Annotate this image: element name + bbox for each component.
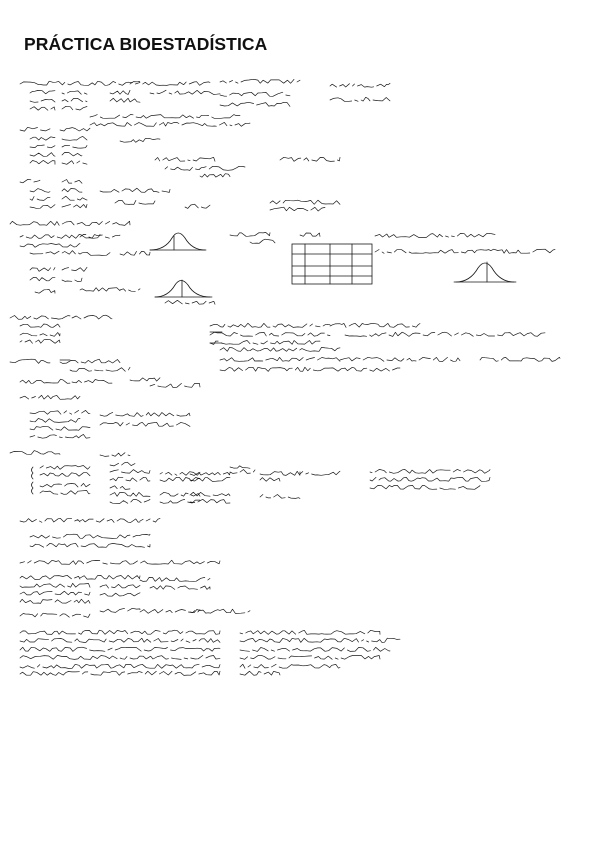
handwriting-line: [40, 466, 90, 470]
handwriting-line: [20, 630, 220, 634]
handwriting-line: [62, 106, 87, 110]
handwriting-line: [260, 471, 300, 475]
distribution-curve-2: [155, 281, 210, 298]
handwriting-line: [150, 383, 200, 387]
handwriting-line: [30, 418, 80, 422]
handwriting-line: [140, 518, 160, 522]
handwriting-line: [100, 584, 140, 588]
handwriting-line: [30, 145, 55, 148]
handwriting-line: [10, 451, 60, 455]
brace-1: [32, 467, 34, 479]
handwriting-line: [20, 655, 220, 659]
handwriting-line: [100, 608, 140, 612]
handwriting-line: [120, 251, 150, 255]
handwriting-line: [190, 492, 230, 496]
handwriting-line: [155, 157, 215, 161]
handwriting-line: [80, 288, 120, 291]
handwriting-line: [62, 205, 87, 208]
handwriting-line: [20, 518, 80, 522]
handwriting-line: [110, 492, 150, 496]
handwriting-line: [20, 591, 90, 595]
handwriting-line: [62, 91, 87, 94]
handwriting-line: [80, 519, 140, 523]
handwriting-line: [220, 367, 400, 371]
handwriting-line: [20, 81, 140, 85]
handwriting-line: [370, 485, 480, 489]
handwriting-line: [110, 486, 130, 490]
handwriting-line: [20, 333, 60, 337]
handwriting-line: [100, 412, 190, 416]
handwriting-line: [30, 543, 150, 547]
handwriting-line: [40, 483, 90, 487]
handwriting-line: [240, 638, 400, 642]
handwriting-line: [120, 138, 160, 142]
handwriting-line: [480, 357, 560, 361]
handwriting-line: [72, 380, 112, 384]
handwriting-line: [80, 252, 110, 255]
handwriting-line: [340, 357, 460, 361]
handwriting-line: [115, 200, 155, 204]
handwriting-line: [150, 90, 220, 94]
handwriting-line: [20, 575, 80, 579]
handwriting-line: [62, 98, 87, 102]
brace-2: [32, 482, 34, 494]
handwriting-line: [110, 462, 135, 466]
handwriting-line: [30, 426, 90, 430]
handwriting-line: [220, 357, 340, 361]
handwriting-line: [62, 189, 82, 193]
handwriting-line: [250, 239, 275, 243]
handwriting-line: [30, 160, 55, 164]
handwriting-line: [35, 289, 55, 293]
handwriting-line: [375, 233, 495, 237]
handwriting-line: [150, 586, 210, 590]
handwriting-line: [62, 278, 82, 281]
handwriting-line: [30, 434, 90, 438]
handwriting-line: [260, 478, 280, 482]
handwriting-line: [20, 244, 80, 248]
handwriting-line: [220, 347, 340, 351]
handwriting-line: [62, 267, 87, 271]
handwriting-line: [190, 609, 250, 613]
handwriting-line: [30, 153, 55, 157]
handwriting-line: [230, 470, 255, 474]
handwriting-line: [165, 166, 245, 170]
handwriting-line: [190, 472, 230, 475]
handwriting-line: [300, 471, 340, 475]
handwriting-line: [210, 341, 320, 345]
handwriting-line: [130, 378, 160, 381]
handwriting-line: [20, 127, 50, 131]
handwriting-line: [140, 577, 210, 581]
handwriting-line: [160, 472, 200, 476]
handwriting-line: [100, 593, 140, 596]
handwriting-line: [30, 107, 55, 111]
contingency-table: [292, 244, 372, 284]
handwriting-line: [40, 473, 90, 477]
handwriting-line: [80, 575, 140, 579]
handwriting-line: [130, 81, 210, 85]
handwriting-line: [62, 153, 82, 156]
handwriting-line: [20, 234, 100, 238]
handwriting-line: [270, 200, 340, 204]
handwriting-line: [110, 470, 150, 474]
handwriting-line: [110, 477, 150, 481]
handwriting-line: [220, 102, 290, 106]
handwriting-line: [90, 122, 250, 126]
handwriting-line: [10, 359, 50, 363]
handwriting-line: [20, 340, 60, 344]
handwriting-line: [62, 161, 87, 165]
handwriting-line: [30, 251, 80, 255]
handwriting-strokes: [10, 79, 560, 675]
handwriting-line: [230, 466, 250, 469]
handwriting-line: [110, 98, 140, 102]
distribution-curve-3: [456, 263, 514, 282]
handwriting-line: [20, 599, 90, 603]
handwriting-line: [30, 205, 55, 209]
handwriting-line: [330, 323, 420, 327]
handwriting-line: [200, 174, 230, 178]
handwriting-line: [270, 207, 325, 211]
handwriting-line: [20, 613, 90, 617]
handwriting-line: [30, 91, 55, 94]
handwriting-line: [210, 323, 330, 327]
handwriting-line: [20, 638, 220, 642]
handwriting-line: [30, 137, 55, 140]
handwriting-line: [140, 610, 200, 614]
handwriting-line: [10, 221, 130, 225]
distribution-curve-1: [150, 233, 205, 250]
handwriting-line: [185, 204, 210, 208]
handwriting-line: [345, 332, 545, 336]
handwriting-line: [30, 410, 90, 414]
handwriting-line: [30, 99, 55, 102]
handwriting-line: [110, 500, 150, 504]
handwriting-line: [370, 469, 490, 473]
handwriting-line: [20, 647, 220, 651]
handwriting-line: [100, 453, 130, 457]
handwriting-line: [10, 316, 70, 320]
handwriting-line: [30, 197, 50, 201]
handwriting-line: [60, 128, 90, 131]
handwriting-line: [62, 180, 82, 184]
handwriting-line: [190, 478, 230, 482]
handwriting-line: [100, 188, 170, 192]
handwriting-line: [120, 289, 140, 292]
handwriting-line: [240, 664, 340, 668]
handwriting-line: [90, 115, 240, 119]
handwriting-line: [20, 560, 220, 564]
handwriting-line: [260, 495, 300, 499]
handwriting-line: [375, 249, 555, 253]
handwriting-line: [40, 491, 90, 495]
handwriting-line: [30, 268, 55, 272]
handwriting-line: [240, 647, 390, 651]
handwriting-line: [165, 300, 215, 304]
handwriting-line: [20, 583, 90, 587]
handwriting-line: [20, 671, 220, 675]
handwriting-line: [62, 196, 87, 200]
handwriting-line: [330, 83, 390, 87]
handwriting-line: [20, 179, 40, 182]
page-title: PRÁCTICA BIOESTADÍSTICA: [24, 34, 268, 54]
handwriting-line: [70, 367, 130, 371]
handwriting-line: [100, 422, 190, 426]
handwriting-line: [330, 97, 390, 101]
handwriting-line: [62, 136, 87, 140]
handwriting-line: [230, 232, 270, 236]
handwriting-line: [30, 277, 55, 281]
handwriting-line: [110, 90, 130, 94]
handwriting-line: [20, 664, 220, 668]
handwriting-line: [220, 79, 300, 83]
handwriting-line: [72, 315, 112, 319]
handwriting-line: [370, 477, 490, 481]
handwriting-line: [20, 395, 80, 399]
handwriting-line: [300, 233, 320, 236]
handwriting-line: [30, 189, 50, 193]
handwriting-line: [240, 671, 280, 675]
handwriting-line: [62, 145, 87, 148]
handwriting-line: [20, 324, 60, 327]
handwriting-line: [240, 630, 380, 634]
handwriting-line: [20, 379, 70, 383]
handwriting-line: [280, 157, 340, 161]
handwriting-line: [210, 332, 330, 336]
sketch-figures: [32, 233, 517, 494]
handwriting-line: [240, 655, 380, 659]
handwriting-line: [30, 534, 150, 538]
handwriting-line: [220, 92, 290, 96]
